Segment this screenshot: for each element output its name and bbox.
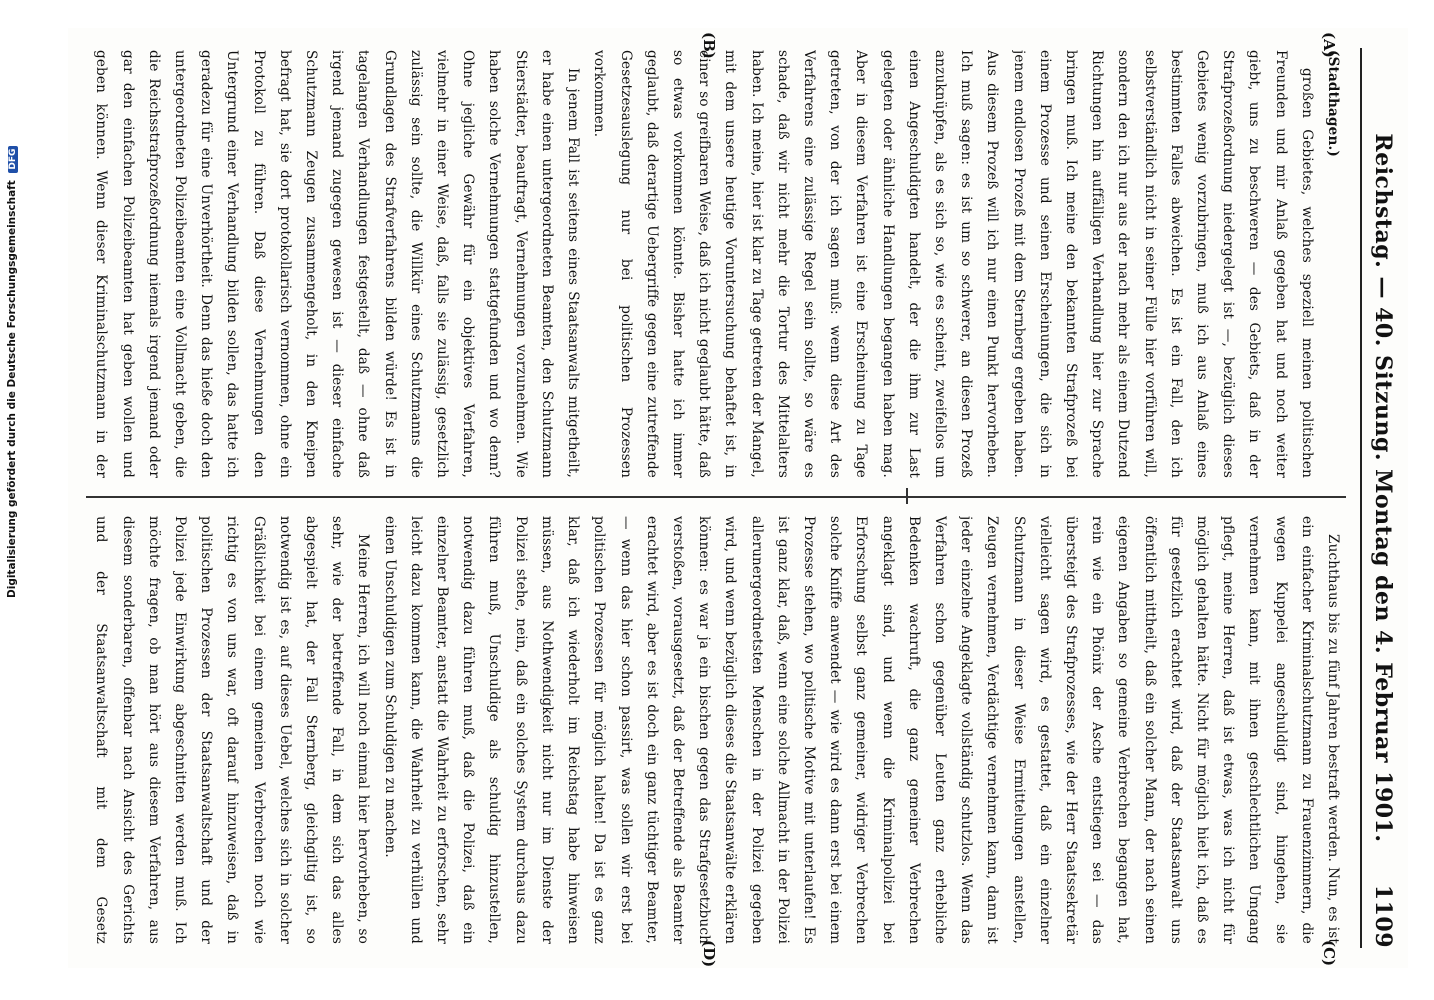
right-column xyxy=(86,516,1346,944)
margin-marker-b: (B) xyxy=(700,32,718,59)
paragraph: In jenem Fall ist seitens eines Staatsanwalts mitgetheilt, er habe einen untergeordneten Beamten, den Schutzmann Stierstädter, beauftragt, Vernehmungen vorzunehmen. Wie haben solche Vernehmungen stattgefunden und wo denn? Ohne jegliche Gewähr für ein objektives Verfahren, vielmehr in einer Weise, daß, falls sie zulässig, gesetzlich zulässig sein sollte, die Willkür eines Schutzmanns die Grundlagen des Strafverfahrens bilden würde! Es ist in tagelangen Verhandlungen festgestellt, daß — ohne daß irgend jemand zugegen gewesen ist — dieser einfache Schutzmann Zeugen zusammengeholt, in den Kneipen befragt hat, sie dort protokollarisch vernommen, ohne ein Protokoll zu führen. Daß diese Vernehmungen den Untergrund einer Verhandlung bilden sollen, das hatte ich geradezu für eine Unverhörtheit. Denn das hieße doch den untergeordneten Polizeibeamten eine Vollmacht geben, die die Reichsstrafprozeßordnung niemals irgend jemand oder gar den einfachen Polizeibeamten hat geben wollen und geben können. Wenn dieser Kriminalschutzmann in der xyxy=(93,50,582,478)
page-title: Reichstag. — 40. Sitzung. Montag den 4. Februar 1901. xyxy=(1370,133,1396,843)
left-column xyxy=(86,50,1346,478)
header-rule xyxy=(1360,48,1362,948)
paragraph: Meine Herren, ich will noch einmal hier hervorheben, so sehr, wie der betreffende Fall, in dem sich das alles abgespielt hat, der Fall Sternberg, gleichgiltig ist, so notwendig ist es, auf dieses Uebel, welches sich in solcher Gräßlichkeit bei einem gemeinen Verbrechen noch wie richtig es von uns war, oft darauf hinzuweisen, daß in politischen Prozessen der Staatsanwaltschaft und der Polizei jede Einwirkung abgeschnitten werden muß. Ich möchte fragen, ob man hört aus diesem Verfahren, aus diesem sonderbaren, offenbar nach Ansicht des Gerichts und der Staatsanwaltschaft mit dem Gesetz xyxy=(93,516,372,944)
paragraph: Zuchthaus bis zu fünf Jahren bestraft werden. Nun, es ist ein einfacher Kriminalschutzmann zu Frauenzimmern, die wegen Kuppelei angeschuldigt sind, hingehen, sie vernehmen kann, mit ihnen geschlechtlichen Umgang pflegt, meine Herren, daß ist etwas, was ich nicht für möglich gehalten hätte. Nicht für möglich hielt ich, daß es für gesetzlich erachtet wird, daß der Staatsanwalt uns öffentlich mittheilt, daß ein solcher Mann, der nach seinen eigenen Angaben so gemeine Verbrechen begangen hat, rein wie ein Phönix der Asche entstiegen sei — das übersteigt des Strafprozesses, wie der Herr Staatssekretär vielleicht sagen wird, es gestattet, daß ein einzelner Schutzmann in dieser Weise Ermittelungen anstellen, Zeugen vernehmen, Verdächtige vernehmen kann, dann ist jeder einzelne Angeklagte vollständig schutzlos. Wenn das Verfahren schon gegenüber Leuten ganz erhebliche Bedenken wachruft, die ganz gemeiner Verbrechen angeklagt sind, und wenn die Kriminalpolizei bei Erforschung selbst ganz gemeiner, widriger Verbrechen solche Kniffe anwendet — wie wird es dann erst bei einem Prozesse stehen, wo politische Motive mit unterlaufen! Es ist ganz klar, daß, wenn eine solche Allmacht in der Polizei allerunergeordnetsten Menschen in der Polizei gegeben wird, und wenn bezüglich dieses die Staatsanwälte erklären können: es war ja ein bischen gegen das Strafgesetzbuch verstoßen, vorausgesetzt, daß der Betreffende als Beamter erachtet wird, aber es ist doch ein ganz tüchtiger Beamter, — wenn das hier schon passirt, was sollen wir erst bei politischen Prozessen für möglich halten! Da ist es ganz klar, daß ich wiederholt im Reichstag habe hinweisen müssen, aus Nothwendigkeit nicht nur im Dienste der Polizei stehe, nein, daß ein solches System durchaus dazu führen muß, Unschuldige als schuldig hinzustellen, notwendig dazu führen muß, daß die Polizei, daß ein einzelner Beamter, anstatt die Wahrheit zu erforschen, sehr leicht dazu kommen kann, die Wahrheit zu verhüllen und einen Unschuldigen zum Schuldigen zu machen. xyxy=(381,516,1341,944)
footer-text: Digitalisierung gefördert durch die Deutsche Forschungsgemeinschaft xyxy=(6,180,18,598)
column-divider xyxy=(86,496,1346,498)
funding-footer xyxy=(6,148,18,598)
page-number: 1109 xyxy=(1370,884,1396,948)
margin-marker-c: (C) xyxy=(1320,940,1338,967)
newspaper-page xyxy=(68,28,1408,968)
dfg-logo: DFG xyxy=(8,146,18,173)
paragraph: großen Gebietes, welches speziell meinen politischen Freunden und mir Anlaß gegeben hat und noch weiter giebt, uns zu beschweren — des Gebiets, daß in der Strafprozeßordnung niedergelegt ist —, bezüglich dieses Gebietes wenig vorzubringen, muß ich aus Anlaß eines bestimmten Falles abweichen. Es ist ein Fall, den ich selbstverständlich nicht in seiner Fülle hier vorführen will, sondern den ich nur aus der nach mehr als einem Dutzend Richtungen hin auffälligen Verhandlung hier zur Sprache bringen muß. Ich meine den bekannten Strafprozeß bei einem Prozesse und seinen Erscheinungen, die sich in jenem endlosen Prozeß mit dem Sternberg ergeben haben. Aus diesem Prozeß will ich nur einen Punkt hervorheben. Ich muß sagen: es ist um so schwerer, an diesen Prozeß anzuknüpfen, als es sich so, wie es scheint, zweifellos um einen Angeschuldigten handelt, der die ihm zur Last gelegten oder ähnliche Handlungen begangen haben mag. Aber in diesem Verfahren ist eine Erscheinung zu Tage getreten, von der ich sagen muß: wenn diese Art des Verfahrens eine zulässige Regel sein sollte, so wäre es schade, daß wir nicht mehr die Tortur des Mittelalters haben. Ich meine, hier ist klar zu Tage getreten der Mangel, mit dem unsere heutige Voruntersuchung behaftet ist, in einer so greifbaren Weise, daß ich nicht geglaubt hätte, daß so etwas vorkommen könnte. Bisher hatte ich immer geglaubt, daß derartige Uebergriffe gegen eine zutreffende Gesetzesauslegung nur bei politischen Prozessen vorkommen. xyxy=(591,50,1315,478)
page-header xyxy=(1364,48,1398,948)
speaker-name: (Stadthagen.) xyxy=(1325,50,1341,157)
column-divider-tick xyxy=(906,488,908,504)
margin-marker-d: (D) xyxy=(700,940,718,968)
margin-marker-a: (A) xyxy=(1320,32,1338,58)
